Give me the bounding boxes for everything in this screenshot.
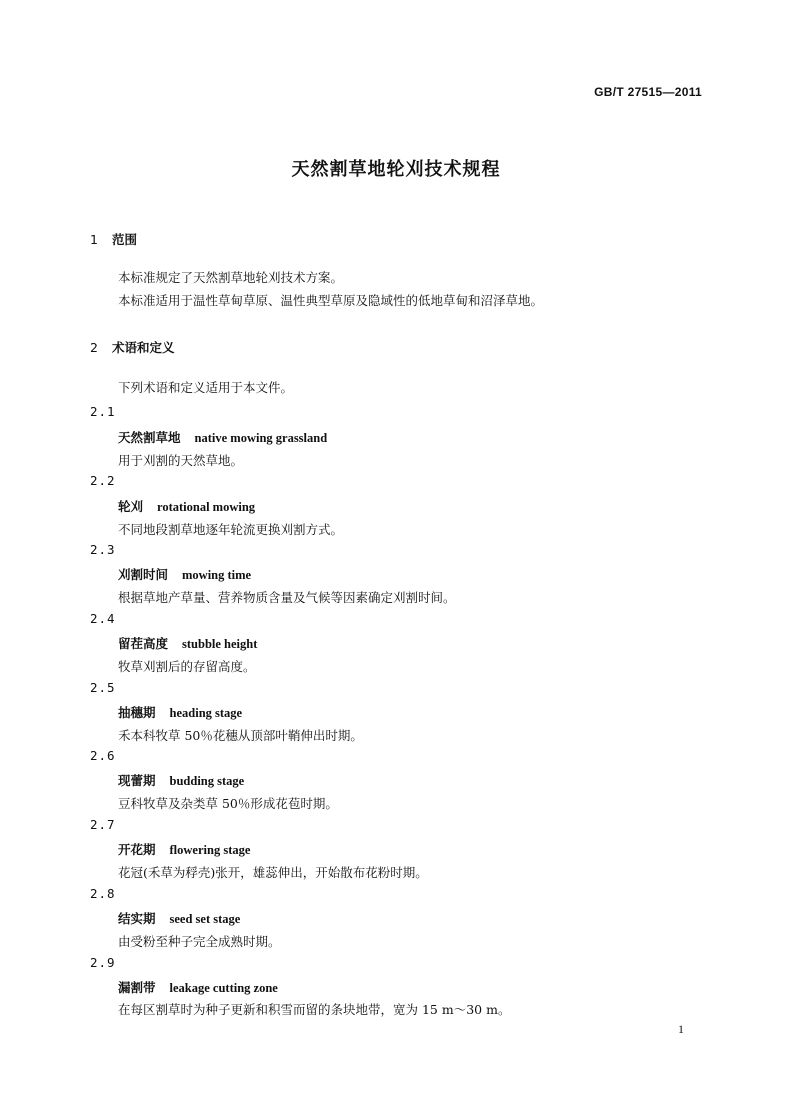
term-en: mowing time — [182, 568, 252, 582]
clause-number: 2.2 — [90, 473, 116, 488]
term-zh: 天然割草地 — [118, 430, 181, 445]
terms-intro: 下列术语和定义适用于本文件。 — [118, 380, 294, 395]
scope-paragraph-1: 本标准规定了天然割草地轮刈技术方案。 — [118, 270, 344, 285]
term-zh: 开花期 — [118, 842, 156, 857]
term-en: stubble height — [182, 637, 258, 651]
term-zh: 轮刈 — [118, 499, 144, 514]
term-entry — [118, 497, 255, 515]
section-1-title: 范围 — [112, 232, 138, 247]
clause-number: 2.3 — [90, 542, 116, 557]
term-en: seed set stage — [169, 912, 241, 926]
term-zh: 结实期 — [118, 911, 156, 926]
term-en: rotational mowing — [157, 500, 256, 514]
term-definition: 由受粉至种子完全成熟时期。 — [118, 934, 281, 949]
section-1-number: 1 — [90, 232, 98, 247]
term-entry — [118, 909, 240, 927]
section-2-title: 术语和定义 — [112, 340, 175, 355]
term-en: native mowing grassland — [194, 431, 328, 445]
term-en: heading stage — [169, 706, 243, 720]
term-zh: 现蕾期 — [118, 773, 156, 788]
term-zh: 抽穗期 — [118, 705, 156, 720]
term-zh: 留茬高度 — [118, 636, 169, 651]
page-number: 1 — [678, 1022, 684, 1036]
term-definition: 禾本科牧草 50％花穗从顶部叶鞘伸出时期。 — [118, 728, 363, 743]
document-title: 天然割草地轮刈技术规程 — [291, 159, 501, 180]
term-en: flowering stage — [169, 843, 251, 857]
term-definition: 牧草刈割后的存留高度。 — [118, 659, 256, 674]
term-entry — [118, 565, 251, 583]
standard-code: GB/T 27515—2011 — [594, 85, 702, 99]
term-definition: 花冠(禾草为稃壳)张开，雄蕊伸出，开始散布花粉时期。 — [118, 865, 428, 880]
term-zh: 漏割带 — [118, 980, 156, 995]
clause-number: 2.9 — [90, 955, 116, 970]
term-definition: 豆科牧草及杂类草 50％形成花苞时期。 — [118, 796, 338, 811]
term-entry — [118, 634, 257, 652]
clause-number: 2.4 — [90, 611, 116, 626]
clause-number: 2.5 — [90, 680, 116, 695]
scope-paragraph-2: 本标准适用于温性草甸草原、温性典型草原及隐域性的低地草甸和沼泽草地。 — [118, 293, 544, 308]
term-zh: 刈割时间 — [118, 567, 169, 582]
term-entry — [118, 978, 278, 996]
clause-number: 2.8 — [90, 886, 116, 901]
term-definition: 不同地段割草地逐年轮流更换刈割方式。 — [118, 522, 344, 537]
term-entry — [118, 428, 327, 446]
term-entry — [118, 703, 242, 721]
section-1-heading — [90, 230, 137, 248]
term-definition: 用于刈割的天然草地。 — [118, 453, 244, 468]
term-en: leakage cutting zone — [169, 981, 278, 995]
section-2-number: 2 — [90, 340, 98, 355]
term-definition: 根据草地产草量、营养物质含量及气候等因素确定刈割时间。 — [118, 590, 456, 605]
section-2-heading — [90, 338, 175, 356]
term-entry — [118, 771, 244, 789]
clause-number: 2.6 — [90, 748, 116, 763]
clause-number: 2.7 — [90, 817, 116, 832]
term-entry — [118, 840, 250, 858]
term-definition: 在每区割草时为种子更新和积雪而留的条块地带，宽为 15 m～30 m。 — [118, 1002, 511, 1017]
clause-number: 2.1 — [90, 404, 116, 419]
term-en: budding stage — [169, 774, 245, 788]
